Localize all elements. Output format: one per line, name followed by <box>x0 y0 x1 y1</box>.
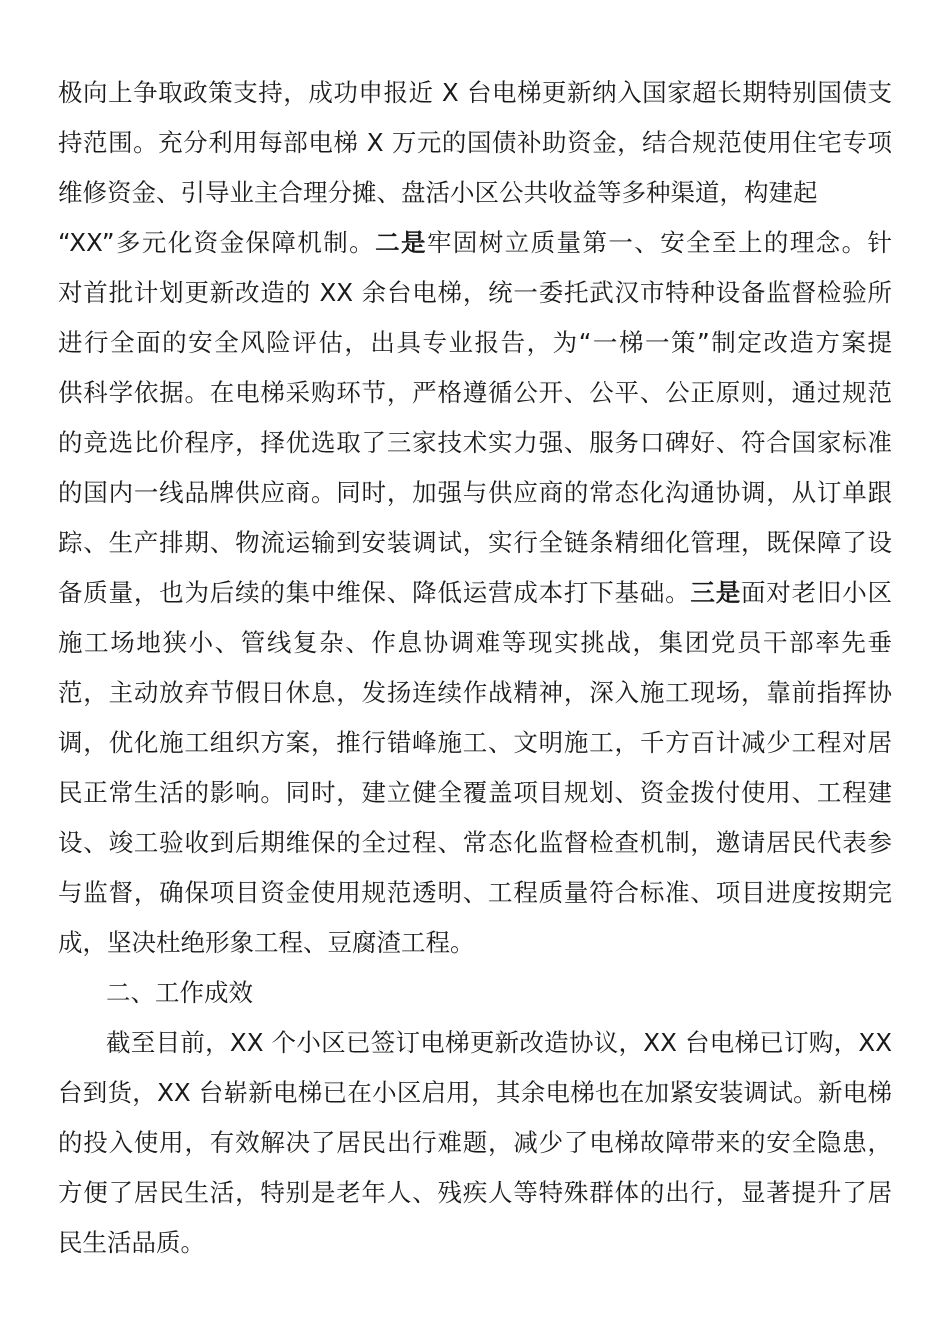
text-line: 成，坚决杜绝形象工程、豆腐渣工程。 <box>58 928 475 957</box>
text-line: 设、竣工验收到后期维保的全过程、常态化监督检查机制，邀请居民代表参 <box>58 828 892 857</box>
text-segment: 面对老旧小区 <box>741 578 892 607</box>
text-line: 台到货，XX 台崭新电梯已在小区启用，其余电梯也在加紧安装调试。新电梯 <box>58 1078 892 1107</box>
text-line: 调，优化施工组织方案，推行错峰施工、文明施工，千方百计减少工程对居 <box>58 728 892 757</box>
text-line: 施工场地狭小、管线复杂、作息协调难等现实挑战，集团党员干部率先垂 <box>58 628 892 657</box>
text-line: 踪、生产排期、物流运输到安装调试，实行全链条精细化管理，既保障了设 <box>58 528 892 557</box>
text-line: 供科学依据。在电梯采购环节，严格遵循公开、公平、公正原则，通过规范 <box>58 378 892 407</box>
text-segment: 牢固树立质量第一、安全至上的理念。针 <box>426 228 893 257</box>
section-heading: 二、工作成效 <box>106 978 253 1007</box>
text-line: 持范围。充分利用每部电梯 X 万元的国债补助资金，结合规范使用住宅专项 <box>58 128 892 157</box>
text-line: 极向上争取政策支持，成功申报近 X 台电梯更新纳入国家超长期特别国债支 <box>58 78 892 107</box>
text-line: 进行全面的安全风险评估，出具专业报告，为“一梯一策”制定改造方案提 <box>58 328 892 357</box>
text-line <box>58 218 892 268</box>
text-line: 民正常生活的影响。同时，建立健全覆盖项目规划、资金拨付使用、工程建 <box>58 778 892 807</box>
text-line: 的竞选比价程序，择优选取了三家技术实力强、服务口碑好、符合国家标准 <box>58 428 892 457</box>
text-line: 的国内一线品牌供应商。同时，加强与供应商的常态化沟通协调，从订单跟 <box>58 478 892 507</box>
bold-marker-two: 二是 <box>375 228 427 257</box>
text-line: 对首批计划更新改造的 XX 余台电梯，统一委托武汉市特种设备监督检验所 <box>58 278 892 307</box>
text-line <box>58 568 892 618</box>
text-line: 方便了居民生活，特别是老年人、残疾人等特殊群体的出行，显著提升了居 <box>58 1178 892 1207</box>
text-segment: “XX”多元化资金保障机制。 <box>58 228 376 257</box>
document-page <box>58 68 892 1268</box>
text-line: 截至目前，XX 个小区已签订电梯更新改造协议，XX 台电梯已订购，XX <box>106 1028 892 1057</box>
text-line: 的投入使用，有效解决了居民出行难题，减少了电梯故障带来的安全隐患， <box>58 1128 892 1157</box>
text-line: 范，主动放弃节假日休息，发扬连续作战精神，深入施工现场，靠前指挥协 <box>58 678 892 707</box>
bold-marker-three: 三是 <box>690 578 742 607</box>
text-line: 与监督，确保项目资金使用规范透明、工程质量符合标准、项目进度按期完 <box>58 878 892 907</box>
text-line: 维修资金、引导业主合理分摊、盘活小区公共收益等多种渠道，构建起 <box>58 178 818 207</box>
text-segment: 备质量，也为后续的集中维保、降低运营成本打下基础。 <box>58 578 691 607</box>
text-line: 民生活品质。 <box>58 1228 205 1257</box>
